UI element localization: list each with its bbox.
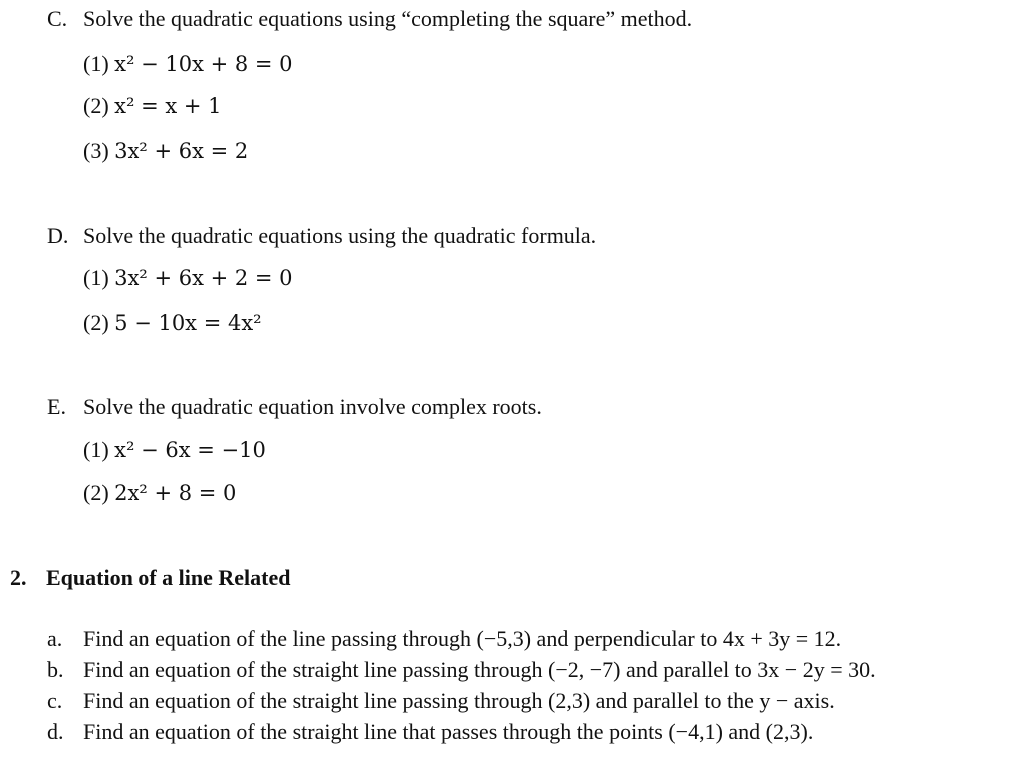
list-item — [83, 479, 236, 507]
equation: 3x² + 6x + 2 = 0 — [114, 266, 293, 290]
list-item — [47, 656, 876, 684]
section-label: E. — [47, 394, 66, 419]
item-number: (2) — [83, 310, 109, 335]
list-item — [83, 309, 262, 337]
list-item — [47, 687, 835, 715]
list-item — [47, 718, 813, 746]
section-2-heading-row — [10, 564, 290, 592]
list-item — [83, 137, 248, 165]
section-c-heading-row — [47, 5, 692, 33]
equation: x² = x + 1 — [114, 94, 222, 118]
item-number: (3) — [83, 138, 109, 163]
list-item — [47, 625, 841, 653]
item-label: a. — [47, 626, 63, 651]
equation: 5 − 10x = 4x² — [114, 311, 262, 335]
item-text: Find an equation of the straight line that passes through the points (−4,1) and (2,3). — [83, 719, 814, 744]
item-label: b. — [47, 657, 64, 682]
equation: x² − 10x + 8 = 0 — [114, 52, 293, 76]
item-label: d. — [47, 719, 64, 744]
item-number: (2) — [83, 480, 109, 505]
list-item — [83, 50, 293, 78]
item-text: Find an equation of the line passing through (−5,3) and perpendicular to 4x + 3y = 12. — [83, 626, 842, 651]
section-heading: Solve the quadratic equations using the quadratic formula. — [83, 223, 597, 248]
section-label: D. — [47, 223, 69, 248]
equation: x² − 6x = −10 — [114, 438, 266, 462]
section-d-heading-row — [47, 222, 596, 250]
item-number: (1) — [83, 265, 109, 290]
section-label: 2. — [10, 565, 27, 590]
item-number: (1) — [83, 437, 109, 462]
item-number: (1) — [83, 51, 109, 76]
item-label: c. — [47, 688, 63, 713]
section-e-heading-row — [47, 393, 542, 421]
item-number: (2) — [83, 93, 109, 118]
section-label: C. — [47, 6, 68, 31]
equation: 3x² + 6x = 2 — [114, 139, 249, 163]
list-item — [83, 436, 266, 464]
list-item — [83, 92, 222, 120]
section-heading: Solve the quadratic equation involve complex roots. — [83, 394, 542, 419]
list-item — [83, 264, 293, 292]
section-heading: Solve the quadratic equations using “completing the square” method. — [83, 6, 693, 31]
section-heading: Equation of a line Related — [46, 565, 291, 590]
item-text: Find an equation of the straight line passing through (2,3) and parallel to the y − axis. — [83, 688, 835, 713]
equation: 2x² + 8 = 0 — [114, 481, 237, 505]
item-text: Find an equation of the straight line passing through (−2, −7) and parallel to 3x − 2y = 30. — [83, 657, 876, 682]
